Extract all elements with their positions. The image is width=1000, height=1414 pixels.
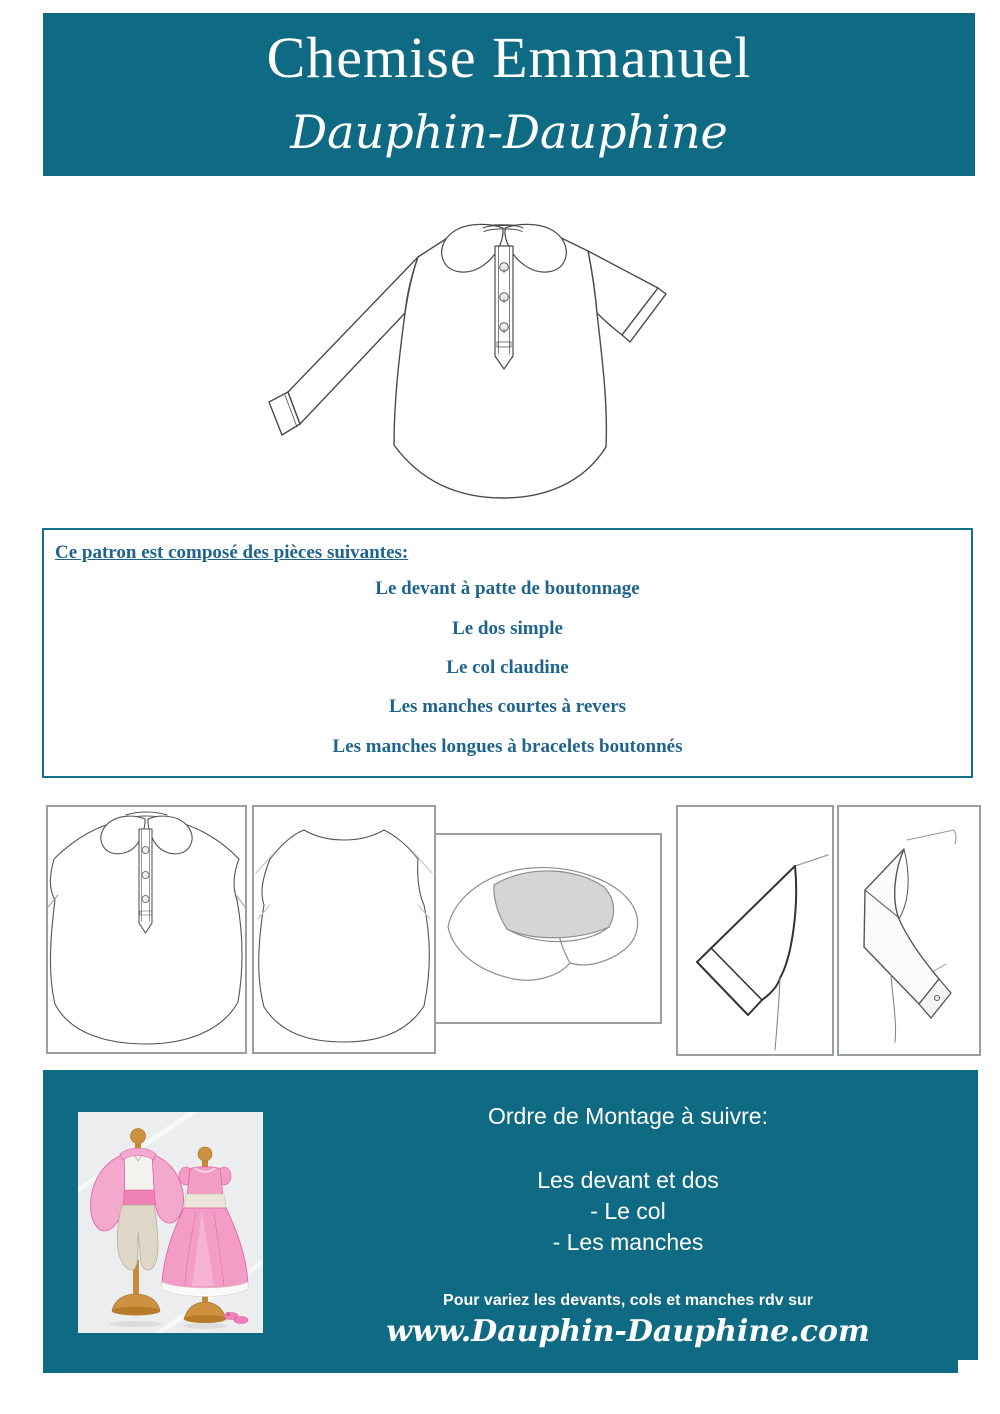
piece-list-item: Les manches courtes à revers [388,696,627,717]
page-corner-notch [958,1360,978,1373]
pieces-box [42,528,973,778]
footer-note: Pour variez les devants, cols et manches rdv sur [443,1292,813,1309]
thumbnail-short-sleeve [676,805,834,1056]
assembly-step: - Les manches [552,1229,704,1255]
thumbnail-front [46,805,247,1054]
front-piece-drawing [48,807,245,1052]
thumbnail-back [252,805,436,1054]
piece-list-item: Le devant à patte de boutonnage [375,578,640,599]
page-title: Chemise Emmanuel [266,25,752,90]
long-sleeve-piece-drawing [839,807,979,1054]
brand-name: Dauphin-Dauphine [290,105,728,159]
assembly-step: - Le col [590,1198,666,1224]
back-piece-drawing [254,807,434,1052]
assembly-heading: Ordre de Montage à suivre: [488,1103,768,1129]
piece-list-item: Le col claudine [446,657,569,678]
assembly-steps [293,1165,963,1258]
footer-banner [43,1070,978,1373]
collar-piece-drawing [436,835,660,1022]
thumbnail-long-sleeve [837,805,981,1056]
assembly-step: Les devant et dos [537,1167,719,1193]
thumbnail-collar [434,833,662,1024]
piece-list-item: Les manches longues à bracelets boutonnés [332,736,683,757]
short-sleeve-piece-drawing [678,807,832,1054]
piece-list-item: Le dos simple [452,618,563,639]
shirt-technical-drawing [252,218,672,508]
assembly-instructions [293,1070,963,1373]
pieces-box-title: Ce patron est composé des pièces suivantes: [55,542,409,563]
header-banner [43,13,975,176]
mannequins-illustration [78,1112,263,1333]
website-url[interactable]: www.Dauphin-Dauphine.com [386,1314,870,1349]
